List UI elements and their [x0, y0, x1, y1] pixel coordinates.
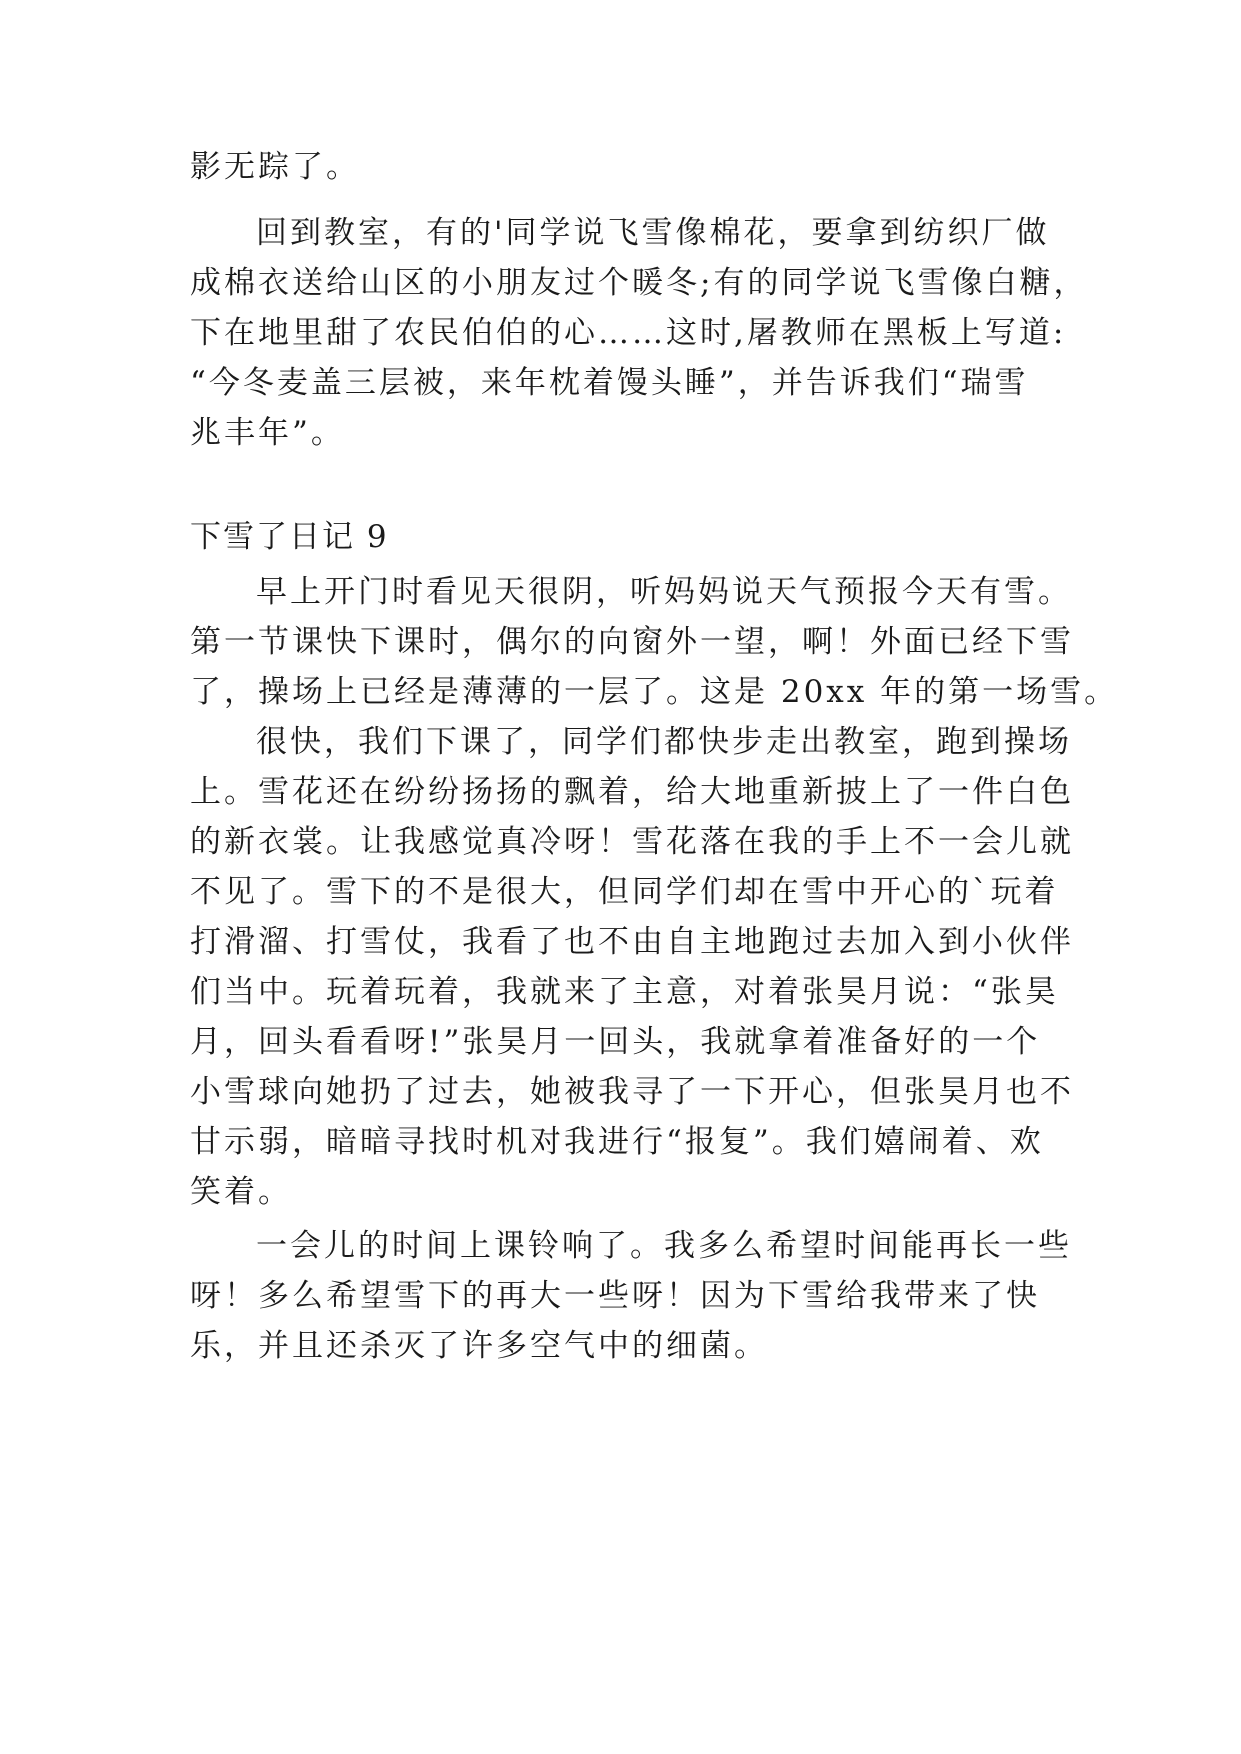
text-line: 了，操场上已经是薄薄的一层了。这是 20xx 年的第一场雪。: [190, 674, 1119, 710]
text-line: 下在地里甜了农民伯伯的心……这时,屠教师在黑板上写道:: [190, 315, 1067, 351]
section-title: 下雪了日记 9: [190, 519, 389, 555]
text-line: 兆丰年”。: [190, 415, 345, 451]
text-line: 回到教室，有的'同学说飞雪像棉花，要拿到纺织厂做: [256, 215, 1050, 251]
text-line: 乐，并且还杀灭了许多空气中的细菌。: [190, 1328, 768, 1364]
text-line: 打滑溜、打雪仗，我看了也不由自主地跑过去加入到小伙伴: [190, 924, 1074, 960]
text-line: “今冬麦盖三层被，来年枕着馒头睡”，并告诉我们“瑞雪: [190, 365, 1029, 401]
text-line: 上。雪花还在纷纷扬扬的飘着，给大地重新披上了一件白色: [190, 774, 1074, 810]
text-line: 们当中。玩着玩着，我就来了主意，对着张昊月说：“张昊: [190, 974, 1059, 1010]
text-line: 成棉衣送给山区的小朋友过个暖冬;有的同学说飞雪像白糖，: [190, 265, 1088, 301]
text-line: 甘示弱，暗暗寻找时机对我进行“报复”。我们嬉闹着、欢: [190, 1124, 1044, 1160]
text-line: 第一节课快下课时，偶尔的向窗外一望，啊！外面已经下雪: [190, 624, 1074, 660]
text-line: 小雪球向她扔了过去，她被我寻了一下开心，但张昊月也不: [190, 1074, 1074, 1110]
text-line: 影无踪了。: [190, 149, 360, 185]
text-line: 的新衣裳。让我感觉真冷呀！雪花落在我的手上不一会儿就: [190, 824, 1074, 860]
text-line: 不见了。雪下的不是很大，但同学们却在雪中开心的`玩着: [190, 874, 1059, 910]
text-line: 月，回头看看呀!”张昊月一回头，我就拿着准备好的一个: [190, 1024, 1041, 1060]
text-line: 早上开门时看见天很阴，听妈妈说天气预报今天有雪。: [256, 574, 1072, 610]
text-line: 一会儿的时间上课铃响了。我多么希望时间能再长一些: [256, 1228, 1072, 1264]
text-line: 呀！多么希望雪下的再大一些呀！因为下雪给我带来了快: [190, 1278, 1040, 1314]
text-line: 很快，我们下课了，同学们都快步走出教室，跑到操场: [256, 724, 1072, 760]
text-line: 笑着。: [190, 1174, 292, 1210]
